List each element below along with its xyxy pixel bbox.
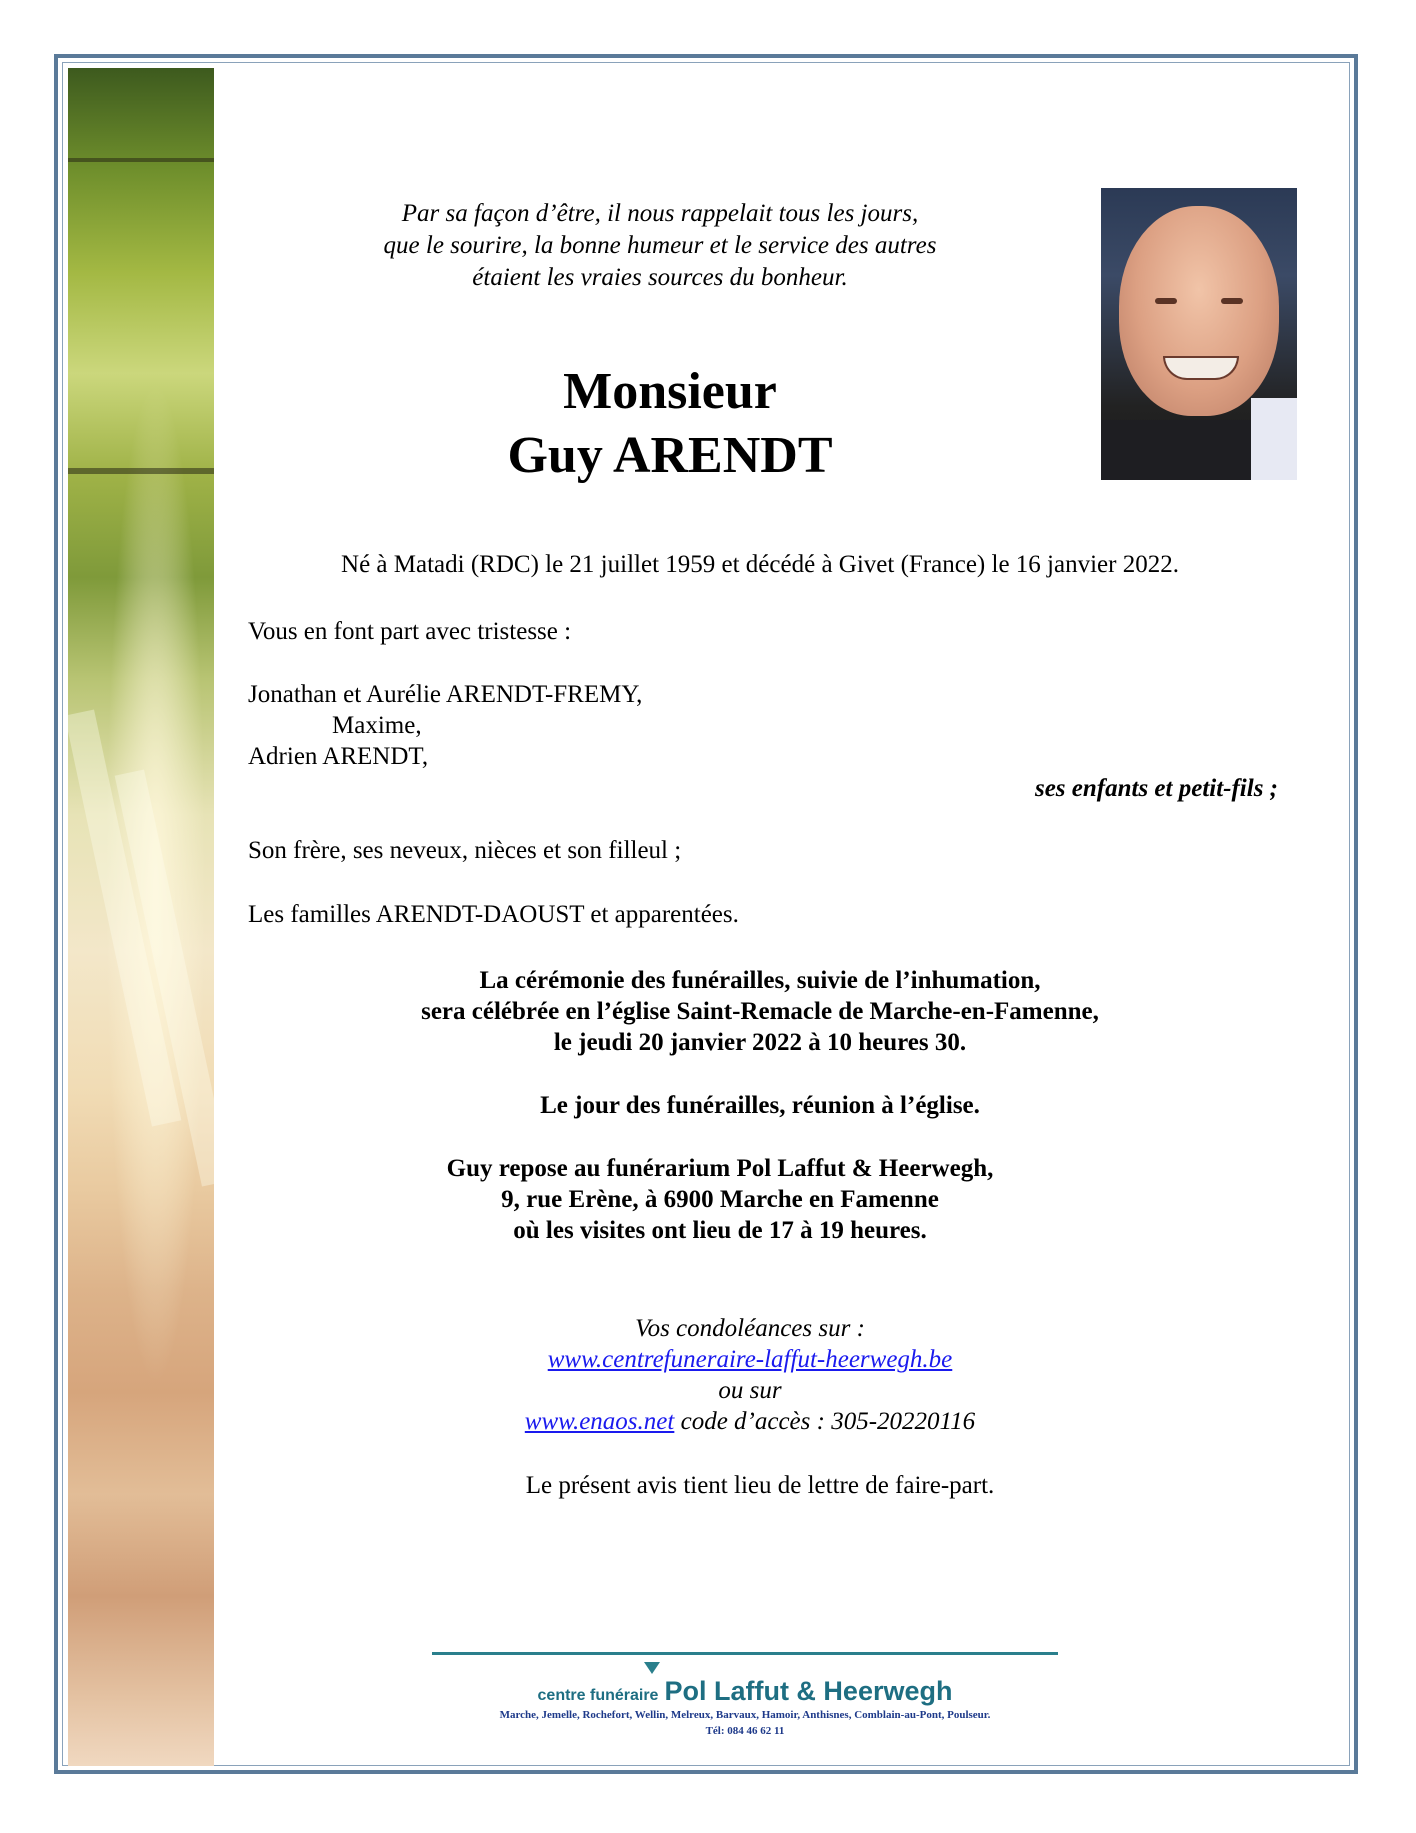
family-line: Adrien ARENDT, (248, 743, 429, 770)
branch-shape (68, 468, 214, 474)
deceased-portrait-photo (1101, 188, 1297, 480)
repose-line: où les visites ont lieu de 17 à 19 heures. (513, 1217, 927, 1244)
condolences-block (360, 1313, 1140, 1437)
family-role: ses enfants et petit-fils ; (1034, 775, 1278, 802)
quote-line: Par sa façon d’être, il nous rappelait tous les jours, (401, 200, 919, 227)
footer-phone: Tél: 084 46 62 11 (705, 1725, 785, 1737)
forest-path-image (68, 68, 214, 1766)
family-line: Maxime, (332, 712, 422, 739)
access-code: code d’accès : 305-20220116 (674, 1408, 976, 1435)
funerarium-details (290, 1153, 1150, 1246)
reunion-line: Le jour des funérailles, réunion à l’église. (540, 1092, 980, 1119)
deceased-name-heading (420, 360, 920, 488)
siblings-line: Son frère, ses neveux, nièces et son filleul ; (248, 837, 682, 864)
repose-line: Guy repose au funérarium Pol Laffut & Heerwegh, (446, 1155, 994, 1182)
ceremony-line: La cérémonie des funérailles, suivie de l’inhumation, (479, 967, 1041, 994)
brand-name: Pol Laffut & Heerwegh (664, 1676, 953, 1706)
ceremony-line: sera célébrée en l’église Saint-Remacle de Marche-en-Famenne, (421, 998, 1099, 1025)
repose-line: 9, rue Erène, à 6900 Marche en Famenne (501, 1186, 939, 1213)
full-name: Guy ARENDT (507, 427, 833, 484)
quote-line: que le sourire, la bonne humeur et le service des autres (383, 232, 937, 259)
funeral-center-link[interactable]: www.centrefuneraire-laffut-heerwegh.be (547, 1346, 953, 1373)
condolences-or: ou sur (718, 1377, 782, 1404)
families-line: Les familles ARENDT-DAOUST et apparentées. (248, 901, 739, 928)
eye-shape (1221, 298, 1243, 304)
honorific: Monsieur (563, 363, 777, 420)
condolences-intro: Vos condoléances sur : (635, 1315, 865, 1342)
ceremony-line: le jeudi 20 janvier 2022 à 10 heures 30. (553, 1029, 967, 1056)
ceremony-details (330, 965, 1190, 1058)
eye-shape (1155, 298, 1177, 304)
brand-small-text: centre funéraire (537, 1687, 659, 1704)
footer-locations: Marche, Jemelle, Rochefort, Wellin, Melreux, Barvaux, Hamoir, Anthisnes, Comblain-au-Pont, Poulseur. (499, 1709, 991, 1721)
shirt-shape (1251, 398, 1297, 480)
notice-line: Le présent avis tient lieu de lettre de faire-part. (525, 1472, 995, 1499)
quote-line: étaient les vraies sources du bonheur. (472, 264, 848, 291)
announce-line: Vous en font part avec tristesse : (248, 618, 572, 645)
footer-divider (432, 1652, 1058, 1655)
enaos-link[interactable]: www.enaos.net (524, 1408, 675, 1435)
branch-shape (68, 158, 214, 162)
funeral-home-logo (432, 1676, 1058, 1707)
birth-death-line: Né à Matadi (RDC) le 21 juillet 1959 et décédé à Givet (France) le 16 janvier 2022. (341, 551, 1179, 578)
face-shape (1119, 206, 1279, 416)
footer-arrow-icon (644, 1662, 660, 1674)
family-line: Jonathan et Aurélie ARENDT-FREMY, (248, 681, 643, 708)
epigraph-quote (300, 198, 1020, 294)
smile-shape (1163, 356, 1239, 380)
